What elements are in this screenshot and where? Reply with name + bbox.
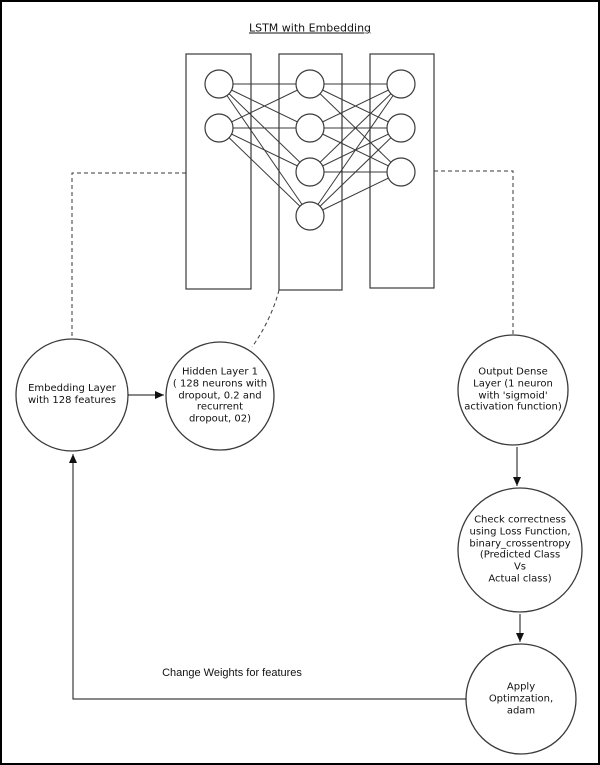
- label-line: with 'sigmoid': [478, 390, 548, 401]
- label-line: Apply: [506, 681, 536, 693]
- output-label: [464, 366, 561, 413]
- neuron-circle: [387, 70, 415, 98]
- label-line: Optimzation,: [488, 693, 554, 705]
- label-line: Hidden Layer 1: [181, 366, 259, 378]
- label-line: adam: [506, 704, 536, 716]
- neuron-circle: [296, 70, 324, 98]
- label-line: using Loss Function,: [469, 526, 571, 538]
- neuron-circle: [296, 158, 324, 186]
- lstm-network: [186, 54, 434, 290]
- label-line: Embedding Layer: [28, 383, 116, 395]
- label-line: Vs: [513, 561, 527, 573]
- diagram-title: LSTM with Embedding: [248, 21, 372, 35]
- label-line: Layer (1 neuron: [473, 378, 553, 390]
- feedback-label: Change Weights for features: [162, 667, 302, 679]
- label-line: with 128 features: [28, 395, 116, 406]
- neuron-circle: [205, 114, 233, 142]
- label-line: Output Dense: [478, 366, 548, 378]
- dashed-link-output: [434, 171, 513, 335]
- neuron-circle: [387, 114, 415, 142]
- label-line: dropout, 02): [188, 413, 252, 425]
- label-line: activation function): [464, 401, 562, 413]
- dashed-link-hidden: [252, 290, 279, 347]
- label-line: recurrent: [196, 401, 244, 413]
- label-line: Actual class): [488, 573, 552, 585]
- arrow-feedback-to-embedding: [73, 454, 466, 699]
- dashed-link-embedding: [72, 173, 186, 339]
- neuron-circle: [205, 70, 233, 98]
- label-line: ( 128 neurons with: [172, 378, 268, 390]
- label-line: binary_crossentropy: [469, 538, 571, 550]
- label-line: Check correctness: [474, 514, 566, 526]
- label-line: dropout, 0.2 and: [178, 390, 262, 402]
- neuron-circle: [296, 202, 324, 230]
- label-line: (Predicted Class: [479, 550, 561, 561]
- neuron-circle: [387, 158, 415, 186]
- loss-label: [469, 515, 570, 586]
- embedding-label: [28, 383, 116, 407]
- neuron-circle: [296, 114, 324, 142]
- optimizer-label: [489, 681, 553, 716]
- hidden-label: [173, 367, 267, 426]
